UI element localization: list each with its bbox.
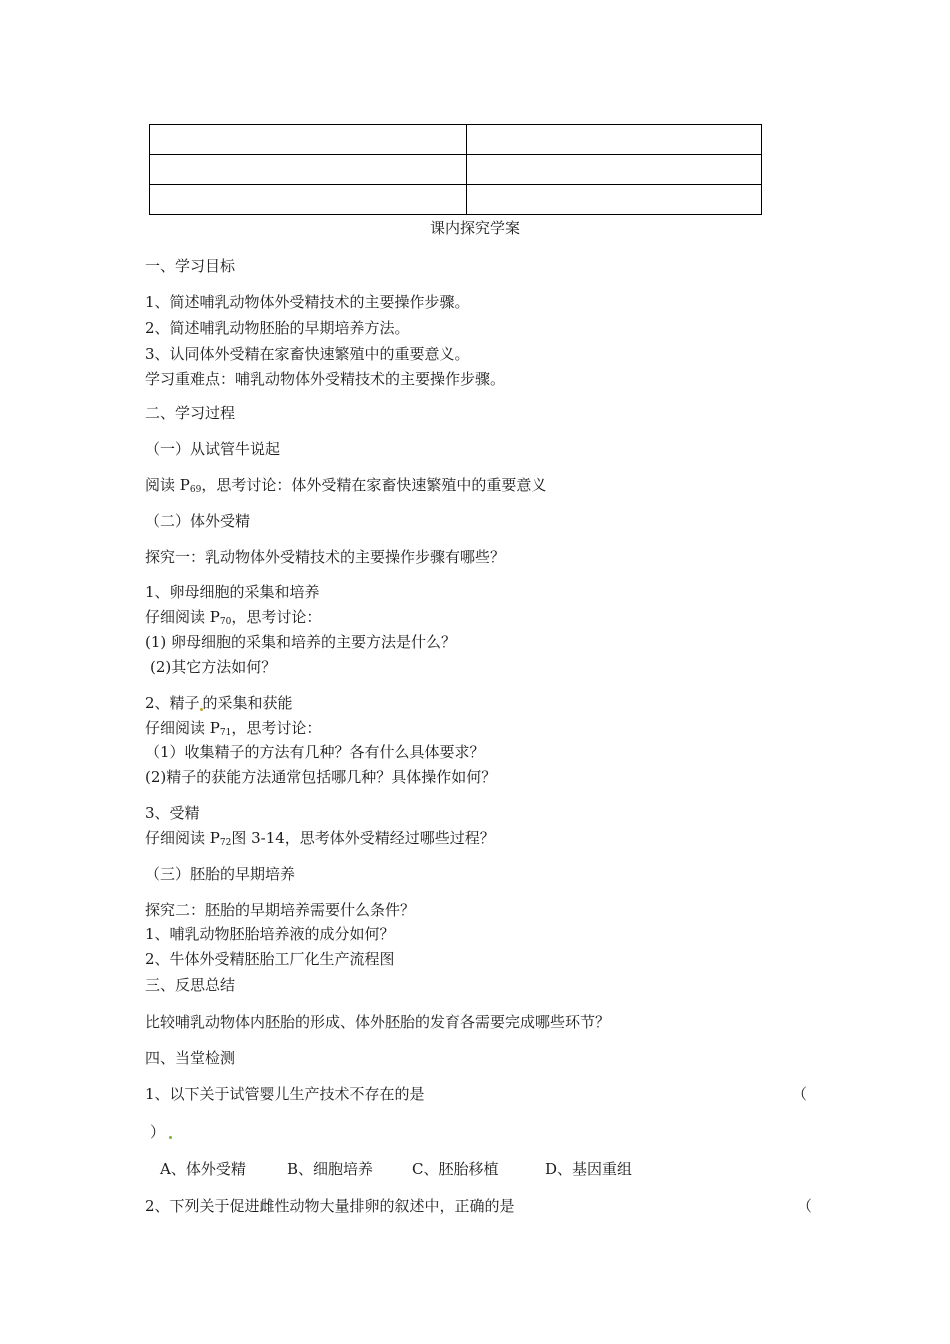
list-item: 2、牛体外受精胚胎工厂化生产流程图 [145,950,395,968]
reading-instruction: 仔细阅读 $P_{70}$，思考讨论： [145,608,322,627]
reading-instruction: 阅读 $P_{69}$，思考讨论：体外受精在家畜快速繁殖中的重要意义 [145,476,547,495]
step-title: 2、精子 的采集和获能 [145,694,293,712]
table-cell [150,125,467,155]
discussion-question: (1) 卵母细胞的采集和培养的主要方法是什么？ [145,633,457,651]
section-heading-process: 二、学习过程 [145,404,236,422]
option-c: C、胚胎移植 [412,1160,499,1178]
inquiry-question: 探究一：乳动物体外受精技术的主要操作步骤有哪些？ [145,548,506,566]
mark-dot [169,1136,172,1139]
answer-paren-close: ） [150,1122,172,1142]
part-heading: （三）胚胎的早期培养 [145,865,296,883]
page-title: 课内探究学案 [429,219,520,237]
table-cell [467,125,762,155]
key-point: 学习重难点：哺乳动物体外受精技术的主要操作步骤。 [145,370,506,388]
inquiry-question: 探究二：胚胎的早期培养需要什么条件？ [145,901,416,919]
table-cell [467,185,762,215]
option-d: D、基因重组 [545,1160,633,1178]
answer-options [160,1159,632,1179]
question-stem: 2、下列关于促进雌性动物大量排卵的叙述中，正确的是 [145,1197,515,1215]
discussion-question: （1）收集精子的方法有几种？各有什么具体要求？ [145,743,485,761]
table-row [150,185,762,215]
table-cell [467,155,762,185]
discussion-question: (2)精子的获能方法通常包括哪几种？具体操作如何？ [145,768,497,786]
goal-item: 3、认同体外受精在家畜快速繁殖中的重要意义。 [145,345,470,363]
section-heading-goals: 一、学习目标 [145,257,236,275]
reading-instruction: 仔细阅读 $P_{72}$图 3-14，思考体外受精经过哪些过程？ [145,829,495,848]
blank-table [149,124,762,215]
table-row [150,125,762,155]
step-title: 1、卵母细胞的采集和培养 [145,583,320,601]
section-heading-reflection: 三、反思总结 [145,976,236,994]
part-heading: （二）体外受精 [145,512,251,530]
answer-paren-open: （ [792,1085,808,1103]
section-heading-test: 四、当堂检测 [145,1049,236,1067]
table-cell [150,155,467,185]
step-title: 3、受精 [145,804,200,822]
reading-instruction: 仔细阅读 $P_{71}$，思考讨论： [145,719,322,738]
reflection-text: 比较哺乳动物体内胚胎的形成、体外胚胎的发育各需要完成哪些环节？ [145,1013,611,1031]
option-a: A、体外受精 [160,1160,246,1178]
part-heading: （一）从试管牛说起 [145,440,281,458]
table-cell [150,185,467,215]
table-row [150,155,762,185]
answer-paren-open: （ [797,1197,813,1215]
discussion-question: (2)其它方法如何？ [150,658,277,676]
list-item: 1、哺乳动物胚胎培养液的成分如何？ [145,925,395,943]
goal-item: 2、简述哺乳动物胚胎的早期培养方法。 [145,319,410,337]
goal-item: 1、简述哺乳动物体外受精技术的主要操作步骤。 [145,293,470,311]
question-stem: 1、以下关于试管婴儿生产技术不存在的是 [145,1085,425,1103]
option-b: B、细胞培养 [287,1160,374,1178]
